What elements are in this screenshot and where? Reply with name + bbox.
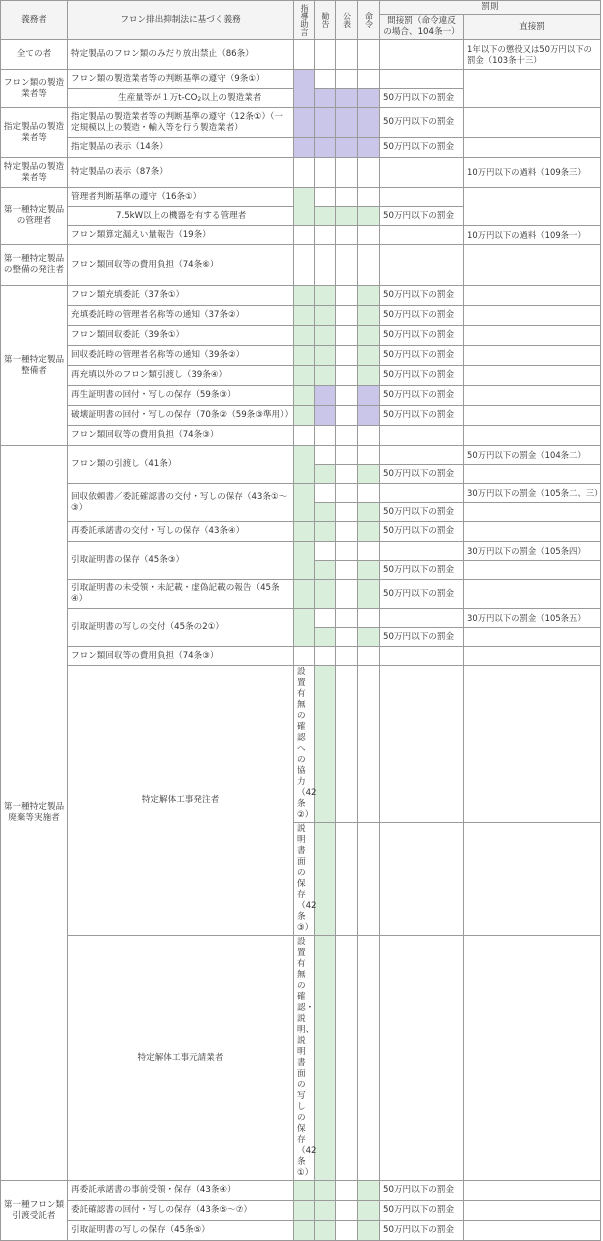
obligation-text: 生産量等が１万t-CO xyxy=(118,92,198,103)
indirect-penalty-cell xyxy=(380,542,464,561)
obligation-cell: 管理者判断基準の遵守（16条①） xyxy=(68,188,294,207)
indirect-penalty-cell: 50万円以下の罰金 xyxy=(380,346,464,366)
check-publication xyxy=(336,326,358,346)
table-row xyxy=(1,406,601,426)
obligation-cell: フロン類回収委託（39条①） xyxy=(68,326,294,346)
check-order xyxy=(358,1221,380,1241)
check-guidance xyxy=(294,386,315,406)
obligation-cell: 特定製品の表示（87条） xyxy=(68,158,294,188)
indirect-penalty-cell: 50万円以下の罰金 xyxy=(380,326,464,346)
indirect-penalty-cell xyxy=(464,666,601,823)
obligation-cell: 再生証明書の回付・写しの保存（59条③） xyxy=(68,386,294,406)
obligation-cell: 設置有無の確認への協力（42条②） xyxy=(294,666,315,823)
subject-cell: 第一種特定製品の管理者 xyxy=(1,188,68,245)
check-guidance xyxy=(294,580,315,609)
check-order xyxy=(358,580,380,609)
check-publication xyxy=(336,226,358,245)
direct-penalty-cell: 30万円以下の罰金（105条四） xyxy=(464,542,601,561)
indirect-penalty-cell xyxy=(380,188,464,207)
header-order: 命令 xyxy=(358,1,380,40)
check-publication xyxy=(336,465,358,484)
header-guidance: 指導助言 xyxy=(294,1,315,40)
header-penalty: 罰則 xyxy=(380,1,601,15)
obligation-cell: 再委託承諾書の交付・写しの保存（43条④） xyxy=(68,522,294,542)
check-publication xyxy=(336,522,358,542)
check-order xyxy=(358,386,380,406)
table-row xyxy=(1,609,601,628)
check-publication xyxy=(336,647,358,666)
direct-penalty-cell xyxy=(464,366,601,386)
check-recommendation xyxy=(315,406,336,426)
check-guidance xyxy=(294,542,315,580)
direct-penalty-cell xyxy=(464,138,601,158)
check-order xyxy=(380,666,464,823)
indirect-penalty-cell: 50万円以下の罰金 xyxy=(380,306,464,326)
direct-penalty-cell xyxy=(464,70,601,108)
check-order xyxy=(358,542,380,561)
check-publication xyxy=(336,1181,358,1201)
check-recommendation xyxy=(315,366,336,386)
table-row xyxy=(1,426,601,446)
check-recommendation xyxy=(315,245,336,286)
indirect-penalty-cell: 50万円以下の罰金 xyxy=(380,561,464,580)
table-row xyxy=(1,647,601,666)
check-order xyxy=(358,609,380,628)
direct-penalty-cell xyxy=(464,561,601,580)
check-order xyxy=(358,406,380,426)
check-recommendation xyxy=(315,70,336,89)
obligation-subcell: 7.5kW以上の機器を有する管理者 xyxy=(68,207,294,226)
direct-penalty-cell xyxy=(464,628,601,647)
obligation-cell: 指定製品の製造業者等の判断基準の遵守（12条①）（一定規模以上の製造・輸入等を行う製造業者） xyxy=(68,108,294,138)
check-publication xyxy=(336,366,358,386)
subject-cell: 特定解体工事発注者 xyxy=(68,666,294,936)
check-recommendation xyxy=(315,446,336,465)
table-row xyxy=(1,366,601,386)
obligation-cell: 引取証明書の写しの交付（45条の2①） xyxy=(68,609,294,647)
check-order xyxy=(358,446,380,465)
check-order xyxy=(358,465,380,484)
check-recommendation xyxy=(315,40,336,70)
table-row xyxy=(1,40,601,70)
check-order xyxy=(358,286,380,306)
indirect-penalty-cell xyxy=(464,936,601,1181)
check-recommendation xyxy=(315,1201,336,1221)
direct-penalty-cell: 30万円以下の罰金（105条五） xyxy=(464,609,601,628)
direct-penalty-cell xyxy=(464,386,601,406)
check-order xyxy=(358,306,380,326)
check-publication xyxy=(336,245,358,286)
check-guidance xyxy=(294,346,315,366)
table-row xyxy=(1,188,601,207)
obligation-cell: 再充填以外のフロン類引渡し（39条④） xyxy=(68,366,294,386)
indirect-penalty-cell xyxy=(380,446,464,465)
check-order xyxy=(358,158,380,188)
check-order xyxy=(380,936,464,1181)
obligation-cell: 引取証明書の未受領・未記載・虚偽記載の報告（45条④） xyxy=(68,580,294,609)
obligation-cell: 設置有無の確認・説明、説明書面の写しの保存（42条①） xyxy=(294,936,315,1181)
check-guidance xyxy=(294,306,315,326)
check-publication xyxy=(358,666,380,823)
direct-penalty-cell xyxy=(464,580,601,609)
table-row xyxy=(1,580,601,609)
check-guidance xyxy=(294,245,315,286)
check-guidance xyxy=(294,1201,315,1221)
obligation-cell: フロン類充填委託（37条①） xyxy=(68,286,294,306)
direct-penalty-cell xyxy=(464,647,601,666)
check-order xyxy=(358,207,380,226)
check-guidance xyxy=(294,366,315,386)
check-recommendation xyxy=(315,386,336,406)
obligation-cell: フロン類回収等の費用負担（74条③） xyxy=(68,426,294,446)
check-publication xyxy=(336,188,358,207)
check-publication xyxy=(336,207,358,226)
check-recommendation xyxy=(315,138,336,158)
table-row xyxy=(1,386,601,406)
check-guidance xyxy=(294,1181,315,1201)
check-guidance xyxy=(294,406,315,426)
indirect-penalty-cell xyxy=(380,647,464,666)
obligation-cell: 引取証明書の写しの保存（45条⑤） xyxy=(68,1221,294,1241)
indirect-penalty-cell: 50万円以下の罰金 xyxy=(380,138,464,158)
obligation-cell: 説明書面の保存（42条③） xyxy=(294,823,315,936)
direct-penalty-cell xyxy=(464,188,601,226)
direct-penalty-cell xyxy=(464,306,601,326)
check-publication xyxy=(336,158,358,188)
check-order xyxy=(358,628,380,647)
direct-penalty-cell xyxy=(464,245,601,286)
table-row xyxy=(1,245,601,286)
check-guidance xyxy=(294,609,315,647)
direct-penalty-cell xyxy=(464,406,601,426)
check-order xyxy=(358,108,380,138)
check-publication xyxy=(336,609,358,628)
indirect-penalty-cell xyxy=(380,609,464,628)
direct-penalty-cell: 50万円以下の罰金（104条二） xyxy=(464,446,601,465)
indirect-penalty-cell xyxy=(464,823,601,936)
check-publication xyxy=(336,446,358,465)
direct-penalty-cell xyxy=(464,286,601,306)
obligation-cell: 回収依頼書／委託確認書の交付・写しの保存（43条①～③） xyxy=(68,484,294,522)
check-recommendation xyxy=(315,1181,336,1201)
check-guidance xyxy=(294,108,315,138)
table-row xyxy=(1,542,601,561)
header-obligation: フロン排出抑制法に基づく義務 xyxy=(68,1,294,40)
indirect-penalty-cell: 50万円以下の罰金 xyxy=(380,406,464,426)
indirect-penalty-cell: 50万円以下の罰金 xyxy=(380,286,464,306)
indirect-penalty-cell: 50万円以下の罰金 xyxy=(380,108,464,138)
check-publication xyxy=(336,89,358,108)
header-direct-penalty: 直接罰 xyxy=(464,15,601,40)
subject-cell: フロン類の製造業者等 xyxy=(1,70,68,108)
indirect-penalty-cell xyxy=(380,226,464,245)
table-row xyxy=(1,522,601,542)
check-guidance xyxy=(294,522,315,542)
check-guidance xyxy=(294,326,315,346)
direct-penalty-cell: 10万円以下の過料（109条三） xyxy=(464,158,601,188)
check-publication xyxy=(336,306,358,326)
check-publication xyxy=(336,484,358,503)
check-recommendation xyxy=(315,465,336,484)
check-publication xyxy=(336,1221,358,1241)
check-recommendation xyxy=(315,503,336,522)
check-recommendation xyxy=(315,484,336,503)
obligation-cell: 破壊証明書の回付・写しの保存（70条②（59条③準用）） xyxy=(68,406,294,426)
obligation-cell: 指定製品の表示（14条） xyxy=(68,138,294,158)
check-publication xyxy=(336,406,358,426)
check-order xyxy=(358,1201,380,1221)
table-row xyxy=(1,108,601,138)
check-order xyxy=(358,503,380,522)
subject-cell: 全ての者 xyxy=(1,40,68,70)
direct-penalty-cell xyxy=(464,1181,601,1201)
check-guidance xyxy=(294,426,315,446)
table-row xyxy=(1,226,601,245)
subject-cell: 指定製品の製造業者等 xyxy=(1,108,68,158)
check-order xyxy=(358,1181,380,1201)
check-guidance xyxy=(294,484,315,522)
direct-penalty-cell xyxy=(464,326,601,346)
check-recommendation xyxy=(315,306,336,326)
check-recommendation xyxy=(315,226,336,245)
table-row xyxy=(1,326,601,346)
check-order xyxy=(358,484,380,503)
direct-penalty-cell xyxy=(464,503,601,522)
check-publication xyxy=(336,40,358,70)
direct-penalty-cell xyxy=(464,465,601,484)
direct-penalty-cell: 10万円以下の過料（109条一） xyxy=(464,226,601,245)
table-row xyxy=(1,1181,601,1201)
check-publication xyxy=(358,823,380,936)
obligation-cell: フロン類回収等の費用負担（74条③） xyxy=(68,647,294,666)
check-recommendation xyxy=(315,286,336,306)
indirect-penalty-cell xyxy=(380,426,464,446)
direct-penalty-cell: 1年以下の懲役又は50万円以下の罰金（103条十三） xyxy=(464,40,601,70)
direct-penalty-cell xyxy=(464,522,601,542)
obligation-subcell xyxy=(68,89,294,108)
obligation-cell: 委託確認書の回付・写しの保存（43条⑤～⑦） xyxy=(68,1201,294,1221)
check-recommendation xyxy=(315,188,336,207)
indirect-penalty-cell: 50万円以下の罰金 xyxy=(380,522,464,542)
subject-cell: 第一種特定製品廃棄等実施者 xyxy=(1,446,68,1181)
header-indirect-penalty: 間接罰（命令違反の場合、104条一） xyxy=(380,15,464,40)
check-publication xyxy=(336,580,358,609)
check-order xyxy=(358,561,380,580)
check-guidance xyxy=(294,138,315,158)
check-guidance xyxy=(294,188,315,226)
direct-penalty-cell xyxy=(464,346,601,366)
table-row xyxy=(1,1201,601,1221)
indirect-penalty-cell: 50万円以下の罰金 xyxy=(380,89,464,108)
check-recommendation xyxy=(315,108,336,138)
check-recommendation xyxy=(315,580,336,609)
check-order xyxy=(358,346,380,366)
check-guidance xyxy=(315,666,336,823)
check-recommendation xyxy=(315,561,336,580)
check-guidance xyxy=(294,446,315,484)
direct-penalty-cell xyxy=(464,108,601,138)
check-publication xyxy=(358,936,380,1181)
indirect-penalty-cell xyxy=(380,158,464,188)
check-order xyxy=(380,823,464,936)
check-recommendation xyxy=(315,89,336,108)
check-publication xyxy=(336,70,358,89)
check-guidance xyxy=(294,647,315,666)
indirect-penalty-cell: 50万円以下の罰金 xyxy=(380,465,464,484)
check-recommendation xyxy=(315,647,336,666)
check-recommendation xyxy=(336,823,358,936)
indirect-penalty-cell xyxy=(380,484,464,503)
table-row xyxy=(1,446,601,465)
check-order xyxy=(358,40,380,70)
check-guidance xyxy=(315,823,336,936)
subject-cell: 第一種フロン類引渡受託者 xyxy=(1,1181,68,1241)
check-recommendation xyxy=(315,207,336,226)
check-order xyxy=(358,426,380,446)
check-guidance xyxy=(294,226,315,245)
check-publication xyxy=(336,628,358,647)
obligation-cell: 再委託承諾書の事前受領・保存（43条④） xyxy=(68,1181,294,1201)
direct-penalty-cell xyxy=(464,426,601,446)
check-order xyxy=(358,89,380,108)
table-row xyxy=(1,286,601,306)
check-guidance xyxy=(294,286,315,306)
check-order xyxy=(358,366,380,386)
check-publication xyxy=(336,542,358,561)
check-guidance xyxy=(294,40,315,70)
check-order xyxy=(358,70,380,89)
obligation-cell: フロン類の製造業者等の判断基準の遵守（9条①） xyxy=(68,70,294,89)
indirect-penalty-cell: 50万円以下の罰金 xyxy=(380,1201,464,1221)
check-publication xyxy=(336,108,358,138)
obligation-cell: 引取証明書の保存（45条③） xyxy=(68,542,294,580)
check-guidance xyxy=(294,70,315,108)
check-publication xyxy=(336,386,358,406)
direct-penalty-cell xyxy=(464,1201,601,1221)
check-publication xyxy=(336,138,358,158)
check-publication xyxy=(336,346,358,366)
indirect-penalty-cell: 50万円以下の罰金 xyxy=(380,366,464,386)
header-recommendation: 勧告 xyxy=(315,1,336,40)
subscript-two: 2 xyxy=(197,95,202,103)
table-row xyxy=(1,70,601,89)
indirect-penalty-cell: 50万円以下の罰金 xyxy=(380,1181,464,1201)
check-recommendation xyxy=(315,1221,336,1241)
table-row xyxy=(1,306,601,326)
check-order xyxy=(358,138,380,158)
subject-cell: 第一種特定製品の整備の発注者 xyxy=(1,245,68,286)
header-subject: 義務者 xyxy=(1,1,68,40)
check-recommendation xyxy=(315,628,336,647)
obligation-cell: 回収委託時の管理者名称等の通知（39条②） xyxy=(68,346,294,366)
check-publication xyxy=(336,286,358,306)
check-recommendation xyxy=(315,158,336,188)
table-row xyxy=(1,346,601,366)
check-recommendation xyxy=(315,542,336,561)
table-row xyxy=(1,138,601,158)
subject-cell: 特定解体工事元請業者 xyxy=(68,936,294,1181)
check-recommendation xyxy=(336,936,358,1181)
obligation-cell: 特定製品のフロン類のみだり放出禁止（86条） xyxy=(68,40,294,70)
check-guidance xyxy=(294,158,315,188)
check-publication xyxy=(336,1201,358,1221)
indirect-penalty-cell: 50万円以下の罰金 xyxy=(380,580,464,609)
obligation-text-tail: 以上の製造業者 xyxy=(201,92,262,103)
indirect-penalty-cell xyxy=(380,40,464,70)
direct-penalty-cell: 30万円以下の罰金（105条二、三） xyxy=(464,484,601,503)
check-order xyxy=(358,647,380,666)
check-recommendation xyxy=(315,346,336,366)
check-guidance xyxy=(294,1221,315,1241)
indirect-penalty-cell: 50万円以下の罰金 xyxy=(380,386,464,406)
subject-cell: 特定製品の製造業者等 xyxy=(1,158,68,188)
check-recommendation xyxy=(315,609,336,628)
check-order xyxy=(358,188,380,207)
obligation-cell: フロン類の引渡し（41条） xyxy=(68,446,294,484)
check-guidance xyxy=(315,936,336,1181)
table-row xyxy=(1,1221,601,1241)
check-order xyxy=(358,522,380,542)
check-recommendation xyxy=(315,522,336,542)
check-publication xyxy=(336,426,358,446)
obligation-cell: フロン類算定漏えい量報告（19条） xyxy=(68,226,294,245)
indirect-penalty-cell: 50万円以下の罰金 xyxy=(380,503,464,522)
check-recommendation xyxy=(315,426,336,446)
obligation-cell: フロン類回収等の費用負担（74条⑥） xyxy=(68,245,294,286)
check-recommendation xyxy=(336,666,358,823)
indirect-penalty-cell xyxy=(380,70,464,89)
table-row xyxy=(1,936,601,1181)
check-recommendation xyxy=(315,326,336,346)
indirect-penalty-cell: 50万円以下の罰金 xyxy=(380,1221,464,1241)
check-order xyxy=(358,326,380,346)
check-publication xyxy=(336,561,358,580)
table-row xyxy=(1,158,601,188)
indirect-penalty-cell: 50万円以下の罰金 xyxy=(380,628,464,647)
check-publication xyxy=(336,503,358,522)
header-publication: 公表 xyxy=(336,1,358,40)
check-order xyxy=(358,245,380,286)
subject-cell: 第一種特定製品整備者 xyxy=(1,286,68,446)
table-row xyxy=(1,484,601,503)
direct-penalty-cell xyxy=(464,1221,601,1241)
indirect-penalty-cell xyxy=(380,245,464,286)
indirect-penalty-cell: 50万円以下の罰金 xyxy=(380,207,464,226)
check-order xyxy=(358,226,380,245)
obligation-cell: 充填委託時の管理者名称等の通知（37条②） xyxy=(68,306,294,326)
table-row xyxy=(1,666,601,823)
